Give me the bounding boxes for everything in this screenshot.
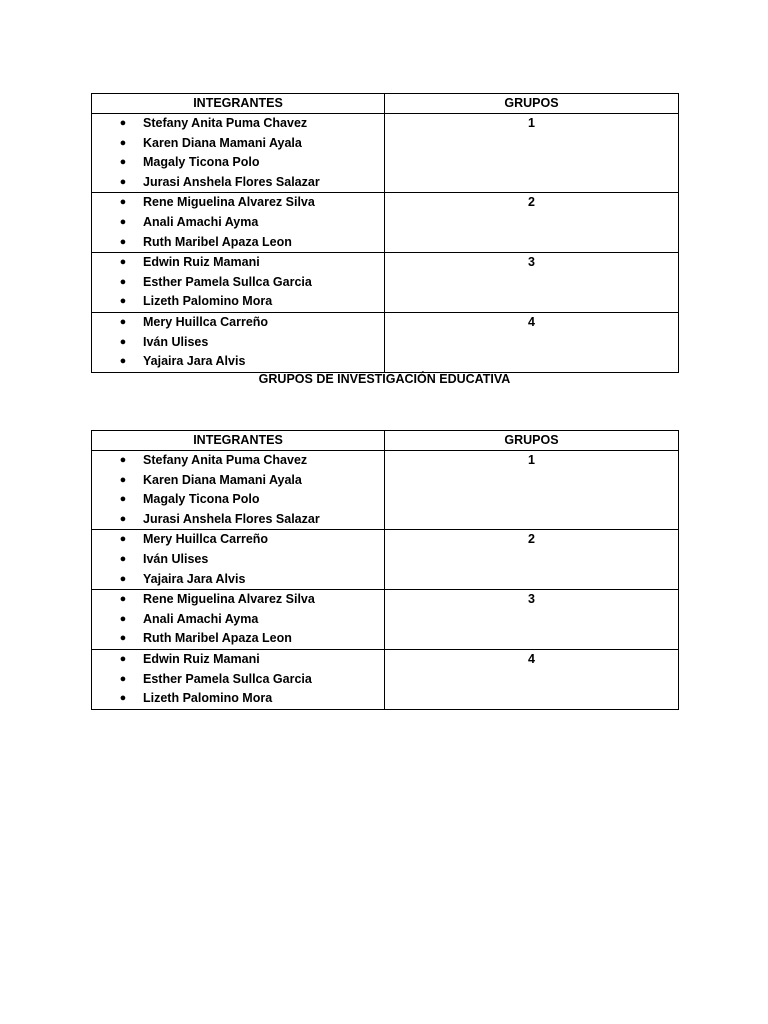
groups-table-2	[91, 430, 679, 710]
members-cell	[92, 649, 385, 709]
member-name: Karen Diana Mamani Ayala	[143, 135, 302, 150]
list-item	[92, 352, 384, 372]
bullet-icon: ●	[119, 454, 127, 466]
list-item	[92, 253, 384, 273]
list-item	[92, 510, 384, 530]
members-header: INTEGRANTES	[92, 94, 385, 114]
group-number: 1	[385, 114, 679, 193]
member-name: Esther Pamela Sullca Garcia	[143, 671, 312, 686]
member-name: Lizeth Palomino Mora	[143, 294, 273, 309]
member-name: Magaly Ticona Polo	[143, 155, 260, 170]
member-name: Rene Miguelina Alvarez Silva	[143, 195, 315, 210]
list-item	[92, 650, 384, 670]
bullet-icon: ●	[119, 572, 127, 585]
members-cell	[92, 253, 385, 313]
member-name: Mery Huillca Carreño	[143, 532, 269, 547]
list-item	[92, 153, 384, 173]
groups-header: GRUPOS	[385, 94, 679, 114]
member-list	[92, 451, 384, 529]
member-name: Jurasi Anshela Flores Salazar	[143, 511, 320, 526]
bullet-icon: ●	[119, 315, 127, 328]
members-cell	[92, 451, 385, 530]
bullet-icon: ●	[119, 196, 127, 209]
member-name: Yajaira Jara Alvis	[143, 571, 246, 586]
group-number: 4	[385, 312, 679, 372]
member-name: Stefany Anita Puma Chavez	[143, 453, 308, 467]
member-list	[92, 193, 384, 252]
member-name: Anali Amachi Ayma	[143, 611, 259, 626]
bullet-icon: ●	[119, 473, 127, 486]
member-name: Jurasi Anshela Flores Salazar	[143, 174, 320, 189]
member-name: Iván Ulises	[143, 334, 209, 349]
list-item	[92, 550, 384, 570]
list-item	[92, 134, 384, 154]
bullet-icon: ●	[119, 493, 127, 506]
list-item	[92, 114, 384, 134]
bullet-icon: ●	[119, 275, 127, 288]
list-item	[92, 689, 384, 709]
bullet-icon: ●	[119, 175, 127, 188]
list-item	[92, 333, 384, 353]
bullet-icon: ●	[119, 256, 127, 269]
group-number: 3	[385, 253, 679, 313]
bullet-icon: ●	[119, 672, 127, 685]
member-name: Stefany Anita Puma Chavez	[143, 116, 308, 130]
list-item	[92, 233, 384, 253]
members-cell	[92, 114, 385, 193]
list-item	[92, 213, 384, 233]
member-name: Mery Huillca Carreño	[143, 314, 269, 329]
table-row	[92, 114, 679, 193]
member-list	[92, 253, 384, 312]
bullet-icon: ●	[119, 355, 127, 368]
table-row	[92, 451, 679, 530]
document-caption: GRUPOS DE INVESTIGACIÓN EDUCATIVA	[258, 372, 511, 386]
group-number: 1	[385, 451, 679, 530]
list-item	[92, 193, 384, 213]
member-name: Ruth Maribel Apaza Leon	[143, 631, 292, 646]
table-body	[92, 451, 679, 710]
list-item	[92, 173, 384, 193]
table-header-row	[92, 431, 679, 451]
member-list	[92, 313, 384, 372]
member-name: Esther Pamela Sullca Garcia	[143, 274, 312, 289]
group-number: 4	[385, 649, 679, 709]
member-name: Karen Diana Mamani Ayala	[143, 472, 302, 487]
bullet-icon: ●	[119, 612, 127, 625]
list-item	[92, 292, 384, 312]
bullet-icon: ●	[119, 512, 127, 525]
member-name: Yajaira Jara Alvis	[143, 354, 246, 369]
member-name: Rene Miguelina Alvarez Silva	[143, 592, 315, 607]
bullet-icon: ●	[119, 235, 127, 248]
table-header-row	[92, 94, 679, 114]
list-item	[92, 530, 384, 550]
table-row	[92, 649, 679, 709]
bullet-icon: ●	[119, 136, 127, 149]
member-name: Lizeth Palomino Mora	[143, 691, 273, 706]
table-body	[92, 114, 679, 373]
list-item	[92, 451, 384, 471]
list-item	[92, 610, 384, 630]
groups-table-1	[91, 93, 679, 373]
member-list	[92, 530, 384, 589]
table-row	[92, 312, 679, 372]
table-row	[92, 253, 679, 313]
bullet-icon: ●	[119, 552, 127, 565]
bullet-icon: ●	[119, 533, 127, 546]
members-cell	[92, 590, 385, 650]
list-item	[92, 471, 384, 491]
member-name: Anali Amachi Ayma	[143, 214, 259, 229]
member-name: Iván Ulises	[143, 551, 209, 566]
members-cell	[92, 530, 385, 590]
list-item	[92, 273, 384, 293]
group-number: 3	[385, 590, 679, 650]
bullet-icon: ●	[119, 652, 127, 665]
member-list	[92, 650, 384, 709]
members-cell	[92, 312, 385, 372]
group-number: 2	[385, 530, 679, 590]
table-row	[92, 193, 679, 253]
member-name: Magaly Ticona Polo	[143, 492, 260, 507]
bullet-icon: ●	[119, 156, 127, 169]
members-header: INTEGRANTES	[92, 431, 385, 451]
member-list	[92, 590, 384, 649]
list-item	[92, 629, 384, 649]
list-item	[92, 590, 384, 610]
bullet-icon: ●	[119, 632, 127, 645]
member-list	[92, 114, 384, 192]
list-item	[92, 670, 384, 690]
member-name: Ruth Maribel Apaza Leon	[143, 234, 292, 249]
bullet-icon: ●	[119, 593, 127, 606]
bullet-icon: ●	[119, 215, 127, 228]
group-number: 2	[385, 193, 679, 253]
member-name: Edwin Ruiz Mamani	[143, 651, 260, 666]
list-item	[92, 490, 384, 510]
bullet-icon: ●	[119, 295, 127, 308]
table-row	[92, 530, 679, 590]
bullet-icon: ●	[119, 335, 127, 348]
list-item	[92, 313, 384, 333]
bullet-icon: ●	[119, 117, 127, 129]
list-item	[92, 570, 384, 590]
members-cell	[92, 193, 385, 253]
groups-header: GRUPOS	[385, 431, 679, 451]
member-name: Edwin Ruiz Mamani	[143, 255, 260, 270]
table-row	[92, 590, 679, 650]
bullet-icon: ●	[119, 692, 127, 705]
